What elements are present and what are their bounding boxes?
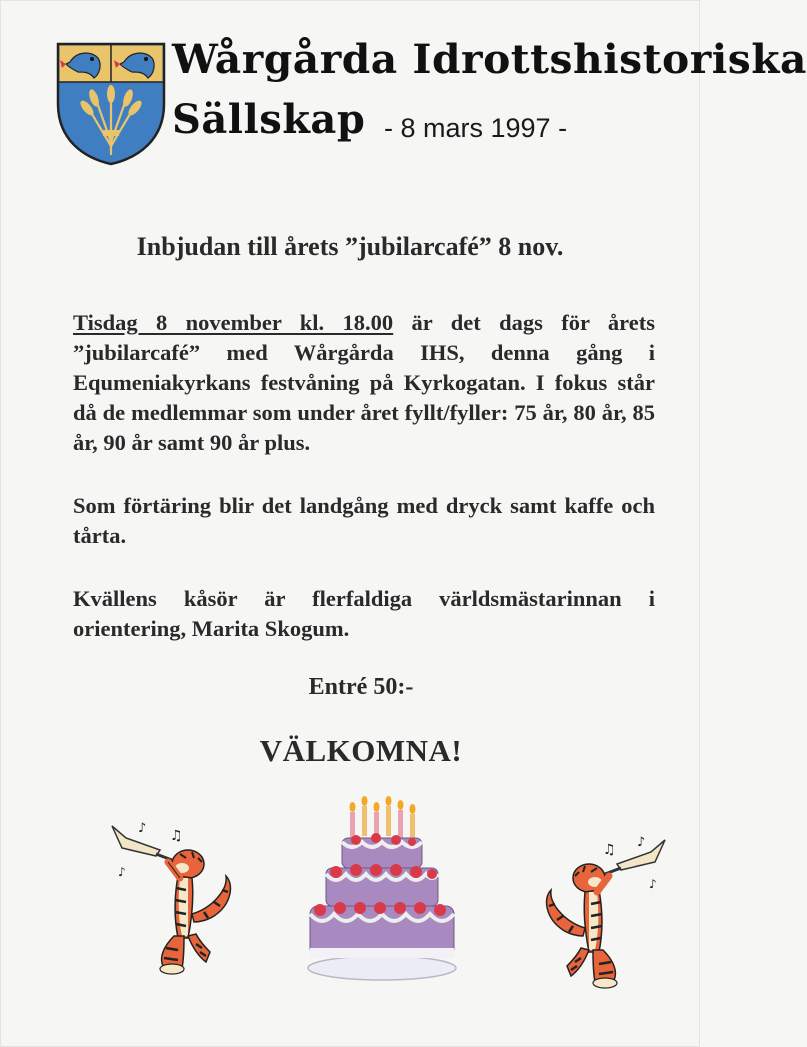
founded-date: - 8 mars 1997 -	[384, 113, 568, 143]
birthday-cake-icon	[300, 798, 460, 994]
paragraph-speaker: Kvällens kåsör är flerfaldiga världsmästarinnan i orientering, Marita Skogum.	[73, 586, 655, 641]
entrance-fee: Entré 50:-	[308, 674, 414, 700]
event-description: är det dags för årets ”jubilarcafé” med Wårgårda IHS, denna gång i Equmeniakyrkans festvåning på Kyrkogatan. I fokus står då de medlemmar som under året fyllt/fyller: 75 år, 80 år, 85 år, 90 år samt 90 år plus.	[73, 310, 655, 455]
crest-icon	[56, 42, 166, 166]
svg-text:♪: ♪	[637, 835, 646, 850]
svg-text:♫: ♫	[170, 828, 183, 844]
welcome-text: VÄLKOMNA!	[259, 733, 463, 768]
club-name-line1: Wårgårda Idrottshistoriska	[172, 36, 807, 83]
club-name-line2: Sällskap	[172, 96, 366, 143]
paragraph-refreshments: Som förtäring blir det landgång med dryck samt kaffe och tårta.	[73, 493, 655, 548]
invitation-heading: Inbjudan till årets ”jubilarcafé” 8 nov.	[136, 232, 564, 261]
svg-text:♪: ♪	[649, 877, 657, 891]
tiger-trumpet-icon	[537, 832, 669, 992]
svg-text:♪: ♪	[138, 821, 147, 836]
event-time: Tisdag 8 november kl. 18.00	[73, 310, 394, 335]
svg-text:♪: ♪	[118, 865, 126, 879]
tiger-trumpet-icon	[108, 818, 240, 978]
paragraph-event-details	[73, 308, 655, 458]
svg-text:♫: ♫	[603, 842, 616, 858]
